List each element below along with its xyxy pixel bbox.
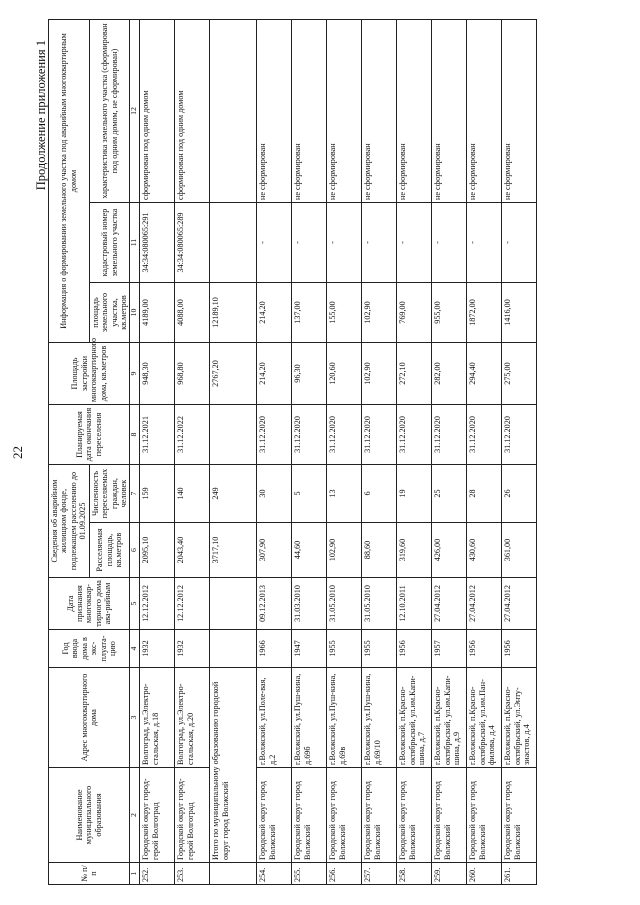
row-address: г.Волжский, ул.Поле-вая, д.2 <box>257 668 292 768</box>
row-cadastral: - <box>467 203 502 283</box>
header-resettle-count: Численность переселяемых граждан, человек <box>89 465 130 523</box>
row-date: 12.12.2012 <box>140 578 175 630</box>
row-address: г.Волжский, ул.Пуш-кина, д.69/10 <box>362 668 397 768</box>
row-cadastral: - <box>292 203 327 283</box>
col-number: 10 <box>130 283 140 343</box>
row-date: 09.12.2013 <box>257 578 292 630</box>
row-address: Волгоград, ул.Электро-стальская, д.20 <box>175 668 210 768</box>
row-land-area: 214,20 <box>257 283 292 343</box>
row-num: 252. <box>140 863 175 885</box>
row-num: 261. <box>502 863 537 885</box>
row-area: 2095,10 <box>140 523 175 578</box>
row-land-area: 955,00 <box>432 283 467 343</box>
row-end: 31.12.2022 <box>175 405 210 465</box>
col-number: 4 <box>130 630 140 668</box>
row-area: 361,00 <box>502 523 537 578</box>
row-cadastral: - <box>502 203 537 283</box>
row-area: 307,90 <box>257 523 292 578</box>
row-land-area: 1416,00 <box>502 283 537 343</box>
row-land-area: 769,00 <box>397 283 432 343</box>
row-end: 31.12.2021 <box>140 405 175 465</box>
row-date: 31.05.2010 <box>327 578 362 630</box>
header-built-area: Площадь застройки многоквартирного дома, кв.метров <box>49 343 130 405</box>
row-built: 96,30 <box>292 343 327 405</box>
row-end: 31.12.2020 <box>362 405 397 465</box>
row-cadastral: - <box>397 203 432 283</box>
col-number: 9 <box>130 343 140 405</box>
row-year: 1956 <box>467 630 502 668</box>
row-built: 102,90 <box>362 343 397 405</box>
row-built: 294,40 <box>467 343 502 405</box>
row-municipality: Городской округ город-герой Волгоград <box>175 768 210 863</box>
row-municipality: Городской округ город Волжский <box>397 768 432 863</box>
row-characteristic: не сформирован <box>397 20 432 203</box>
row-people: 159 <box>140 465 175 523</box>
row-built: 272,10 <box>397 343 432 405</box>
row-built: 968,80 <box>175 343 210 405</box>
subtotal-people: 249 <box>210 465 257 523</box>
page-number: 22 <box>10 446 25 459</box>
row-cadastral: 34:34:080065:289 <box>175 203 210 283</box>
subtotal-row <box>210 20 257 885</box>
row-municipality: Городской округ город Волжский <box>467 768 502 863</box>
row-municipality: Городской округ город-герой Волгоград <box>140 768 175 863</box>
row-num: 254. <box>257 863 292 885</box>
row-address: г.Волжский, п.Красно-октябрьский, ул.им.Капи-шина, д.9 <box>432 668 467 768</box>
row-people: 30 <box>257 465 292 523</box>
row-land-area: 4189,00 <box>140 283 175 343</box>
row-end: 31.12.2020 <box>397 405 432 465</box>
row-people: 26 <box>502 465 537 523</box>
col-number: 12 <box>130 20 140 203</box>
row-end: 31.12.2020 <box>327 405 362 465</box>
header-year: Год ввода дома в экс-плуата-цию <box>49 630 130 668</box>
row-num: 259. <box>432 863 467 885</box>
row-area: 319,60 <box>397 523 432 578</box>
row-year: 1957 <box>432 630 467 668</box>
row-address: г.Волжский, п.Красно-октябрьский, ул.им.Пан-филова, д.4 <box>467 668 502 768</box>
row-year: 1932 <box>140 630 175 668</box>
row-area: 88,60 <box>362 523 397 578</box>
row-people: 140 <box>175 465 210 523</box>
row-characteristic: не сформирован <box>432 20 467 203</box>
column-number-row <box>130 20 140 885</box>
col-number: 5 <box>130 578 140 630</box>
row-area: 2043,40 <box>175 523 210 578</box>
row-end: 31.12.2020 <box>502 405 537 465</box>
row-people: 6 <box>362 465 397 523</box>
row-characteristic: не сформирован <box>467 20 502 203</box>
row-end: 31.12.2020 <box>257 405 292 465</box>
row-people: 25 <box>432 465 467 523</box>
table-row <box>362 20 397 885</box>
row-area: 430,60 <box>467 523 502 578</box>
header-municipality: Наименование муниципального образования <box>49 768 130 863</box>
header-planned-end: Планируемая дата окончания переселения <box>49 405 130 465</box>
row-municipality: Городской округ город Волжский <box>257 768 292 863</box>
row-municipality: Городской округ город Волжский <box>432 768 467 863</box>
continuation-label: Продолжение приложения 1 <box>34 40 48 191</box>
row-area: 102,90 <box>327 523 362 578</box>
table-header <box>49 20 140 885</box>
row-date: 31.05.2010 <box>362 578 397 630</box>
table-row <box>502 20 537 885</box>
table-row <box>432 20 467 885</box>
row-characteristic: не сформирован <box>327 20 362 203</box>
row-date: 27.04.2012 <box>432 578 467 630</box>
table-row <box>467 20 502 885</box>
header-cadastral: кадастровый номер земельного участка <box>89 203 130 283</box>
table-row <box>257 20 292 885</box>
row-characteristic: не сформирован <box>502 20 537 203</box>
row-cadastral: - <box>257 203 292 283</box>
row-land-area: 1872,00 <box>467 283 502 343</box>
row-date: 12.12.2012 <box>175 578 210 630</box>
row-year: 1966 <box>257 630 292 668</box>
table-row <box>397 20 432 885</box>
table-row <box>327 20 362 885</box>
col-number: 7 <box>130 465 140 523</box>
row-land-area: 102,90 <box>362 283 397 343</box>
row-people: 19 <box>397 465 432 523</box>
col-number: 11 <box>130 203 140 283</box>
row-num: 253. <box>175 863 210 885</box>
row-address: г.Волжский, п.Красно-октябрьский, ул.Энту-зиастов, д.4 <box>502 668 537 768</box>
row-municipality: Городской округ город Волжский <box>327 768 362 863</box>
header-num: № п/п <box>49 863 130 885</box>
row-num: 257. <box>362 863 397 885</box>
row-built: 282,00 <box>432 343 467 405</box>
header-resettle-area: Расселяемая площадь, кв.метров <box>89 523 130 578</box>
row-characteristic: сформирован под одним домом <box>140 20 175 203</box>
row-municipality: Городской округ город Волжский <box>502 768 537 863</box>
row-municipality: Городской округ город Волжский <box>362 768 397 863</box>
row-year: 1932 <box>175 630 210 668</box>
col-number: 3 <box>130 668 140 768</box>
subtotal-area: 3717,10 <box>210 523 257 578</box>
table-row <box>292 20 327 885</box>
row-year: 1955 <box>362 630 397 668</box>
col-number: 1 <box>130 863 140 885</box>
row-address: г.Волжский, ул.Пуш-кина, д.69в <box>327 668 362 768</box>
row-built: 120,60 <box>327 343 362 405</box>
row-area: 44,60 <box>292 523 327 578</box>
table-row <box>175 20 210 885</box>
row-land-area: 155,00 <box>327 283 362 343</box>
row-cadastral: 34:34:080065:291 <box>140 203 175 283</box>
header-characteristic: характеристика земельного участка (сформирован под одним домом, не сформирован) <box>89 20 130 203</box>
row-characteristic: не сформирован <box>257 20 292 203</box>
row-end: 31.12.2020 <box>432 405 467 465</box>
col-number: 6 <box>130 523 140 578</box>
header-land-group: Информация о формировании земельного участка под аварийным многоквартирным домом <box>49 20 90 343</box>
row-built: 948,30 <box>140 343 175 405</box>
row-people: 28 <box>467 465 502 523</box>
row-year: 1956 <box>397 630 432 668</box>
header-resettle-group: Сведения об аварийном жилищном фонде, подлежащем расселению до 01.09.2025 <box>49 465 90 578</box>
row-end: 31.12.2020 <box>292 405 327 465</box>
row-num: 256. <box>327 863 362 885</box>
row-characteristic: не сформирован <box>292 20 327 203</box>
header-land-area: площадь земельного участка, кв.метров <box>89 283 130 343</box>
row-date: 31.03.2010 <box>292 578 327 630</box>
row-num: 258. <box>397 863 432 885</box>
row-built: 275,00 <box>502 343 537 405</box>
row-year: 1956 <box>502 630 537 668</box>
header-address: Адрес многоквартирного дома <box>49 668 130 768</box>
row-characteristic: не сформирован <box>362 20 397 203</box>
housing-table <box>48 19 537 885</box>
row-built: 214,20 <box>257 343 292 405</box>
row-cadastral: - <box>327 203 362 283</box>
row-cadastral: - <box>362 203 397 283</box>
row-people: 13 <box>327 465 362 523</box>
table-row <box>140 20 175 885</box>
row-cadastral: - <box>432 203 467 283</box>
row-year: 1947 <box>292 630 327 668</box>
header-recognized-date: Дата признания многоквар-тирного дома ава-рийным <box>49 578 130 630</box>
row-people: 5 <box>292 465 327 523</box>
row-area: 426,00 <box>432 523 467 578</box>
subtotal-built: 2767,20 <box>210 343 257 405</box>
row-num: 255. <box>292 863 327 885</box>
row-date: 12.10.2011 <box>397 578 432 630</box>
row-municipality: Городской округ город Волжский <box>292 768 327 863</box>
row-land-area: 137,00 <box>292 283 327 343</box>
row-land-area: 4088,00 <box>175 283 210 343</box>
row-address: г.Волжский, п.Красно-октябрьский, ул.им.Капи-шина, д.7 <box>397 668 432 768</box>
row-address: г.Волжский, ул.Пуш-кина, д.69б <box>292 668 327 768</box>
row-address: Волгоград, ул.Электро-стальская, д.18 <box>140 668 175 768</box>
col-number: 2 <box>130 768 140 863</box>
subtotal-land-area: 12189,10 <box>210 283 257 343</box>
row-characteristic: сформирован под одним домом <box>175 20 210 203</box>
row-end: 31.12.2020 <box>467 405 502 465</box>
subtotal-label: Итого по муниципальному образованию городской округ город Волжский <box>210 668 257 863</box>
row-date: 27.04.2012 <box>502 578 537 630</box>
col-number: 8 <box>130 405 140 465</box>
row-year: 1955 <box>327 630 362 668</box>
row-date: 27.04.2012 <box>467 578 502 630</box>
row-num: 260. <box>467 863 502 885</box>
